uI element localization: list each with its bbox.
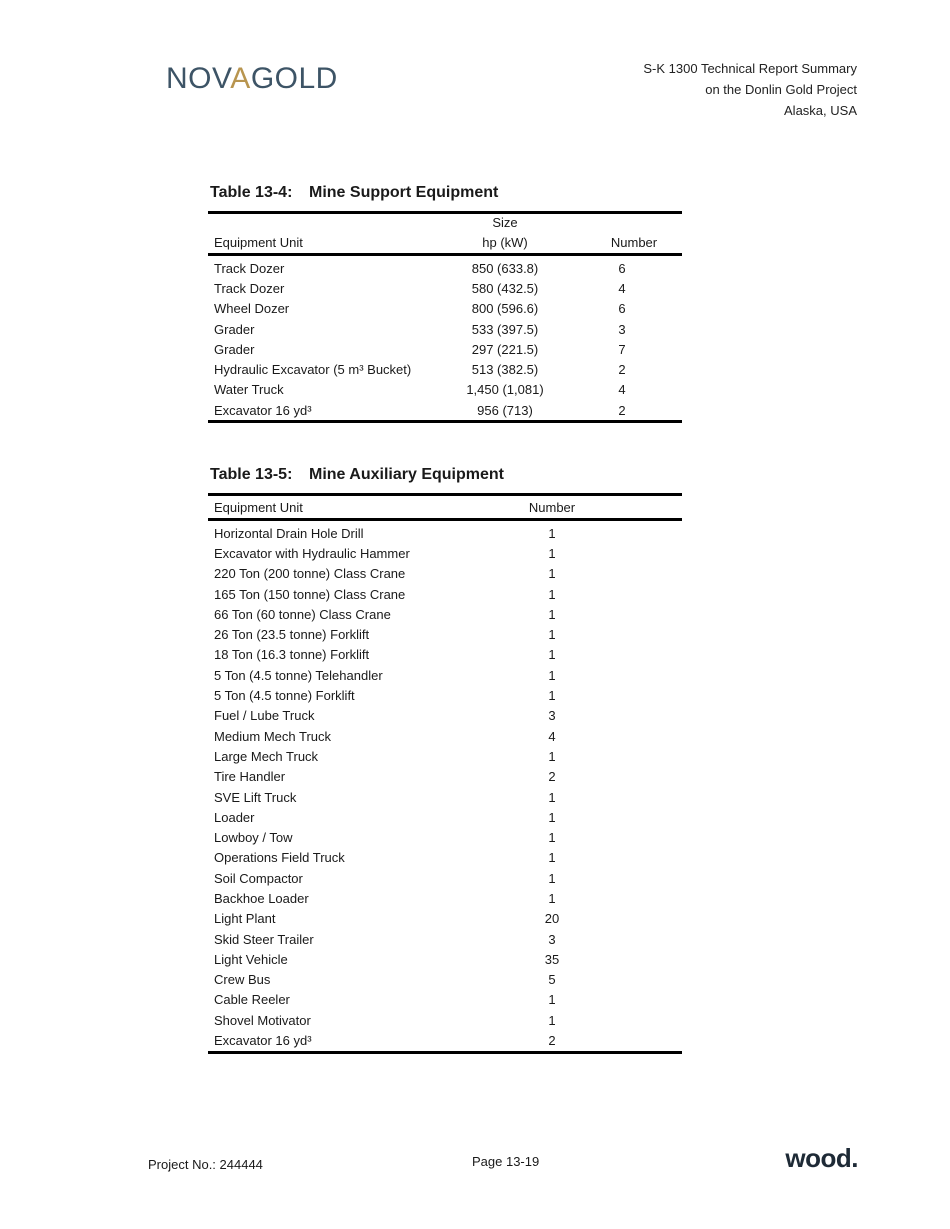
table-row (208, 827, 682, 847)
equipment-unit-cell: Crew Bus (214, 972, 271, 988)
equipment-unit-cell: Medium Mech Truck (214, 728, 332, 744)
table-row (208, 767, 682, 787)
col-equipment-unit: Equipment Unit (214, 235, 303, 250)
table-row (208, 299, 682, 319)
size-cell: 297 (221.5) (471, 341, 539, 357)
table-row (208, 685, 682, 705)
col-number: Number (528, 499, 576, 515)
number-cell: 1 (548, 688, 556, 704)
equipment-unit-cell: Skid Steer Trailer (214, 931, 314, 947)
number-cell: 1 (548, 890, 556, 906)
equipment-unit-cell: Excavator 16 yd³ (214, 402, 312, 418)
table-row (208, 929, 682, 949)
equipment-unit-cell: Loader (214, 809, 255, 825)
number-cell: 3 (618, 321, 626, 337)
report-location-line: Alaska, USA (784, 103, 857, 118)
equipment-unit-cell: Wheel Dozer (214, 301, 290, 317)
equipment-unit-cell: Grader (214, 321, 255, 337)
number-cell: 35 (544, 951, 560, 967)
number-cell: 6 (618, 260, 626, 276)
table-row (208, 339, 682, 359)
number-cell: 4 (618, 382, 626, 398)
equipment-unit-cell: Cable Reeler (214, 992, 290, 1008)
number-cell: 1 (548, 606, 556, 622)
table-row (208, 255, 682, 279)
table-row (208, 1010, 682, 1030)
mine-support-equipment-table (208, 211, 682, 423)
table-13-4-title (210, 184, 498, 202)
table-row (208, 278, 682, 298)
number-cell: 2 (618, 362, 626, 378)
equipment-unit-cell: SVE Lift Truck (214, 789, 297, 805)
number-cell: 1 (548, 1012, 556, 1028)
number-cell: 4 (548, 728, 556, 744)
size-cell: 513 (382.5) (471, 362, 539, 378)
table-row (208, 520, 682, 544)
col-size: Size hp (kW) (482, 215, 528, 250)
table-row (208, 868, 682, 888)
number-cell: 1 (548, 748, 556, 764)
report-project-line: on the Donlin Gold Project (705, 82, 857, 97)
equipment-unit-cell: Operations Field Truck (214, 850, 345, 866)
equipment-unit-cell: Horizontal Drain Hole Drill (214, 525, 364, 541)
number-cell: 1 (548, 870, 556, 886)
number-cell: 1 (548, 809, 556, 825)
table-row (208, 665, 682, 685)
report-header (643, 58, 857, 121)
col-number: Number (610, 235, 658, 250)
size-cell: 533 (397.5) (471, 321, 539, 337)
number-cell: 5 (548, 972, 556, 988)
equipment-unit-cell: Fuel / Lube Truck (214, 708, 315, 724)
equipment-unit-cell: Excavator 16 yd³ (214, 1033, 312, 1049)
table-row (208, 543, 682, 563)
equipment-unit-cell: Tire Handler (214, 769, 286, 785)
equipment-unit-cell: Water Truck (214, 382, 284, 398)
table-row (208, 624, 682, 644)
number-cell: 1 (548, 566, 556, 582)
number-cell: 1 (548, 992, 556, 1008)
table-row (208, 706, 682, 726)
col-equipment-unit: Equipment Unit (214, 499, 303, 515)
table-row (208, 888, 682, 908)
table-13-5-title (210, 466, 504, 484)
equipment-unit-cell: Track Dozer (214, 280, 285, 296)
table-number: Table 13-5: (210, 466, 293, 483)
table-row (208, 400, 682, 422)
equipment-unit-cell: 165 Ton (150 tonne) Class Crane (214, 586, 406, 602)
equipment-unit-cell: 66 Ton (60 tonne) Class Crane (214, 606, 391, 622)
table-row (208, 564, 682, 584)
number-cell: 2 (548, 1033, 556, 1049)
number-cell: 1 (548, 789, 556, 805)
equipment-unit-cell: Hydraulic Excavator (5 m³ Bucket) (214, 362, 412, 378)
table-title: Mine Support Equipment (309, 184, 499, 201)
equipment-unit-cell: Track Dozer (214, 260, 285, 276)
equipment-unit-cell: Excavator with Hydraulic Hammer (214, 545, 410, 561)
table-row (208, 380, 682, 400)
number-cell: 3 (548, 708, 556, 724)
equipment-unit-cell: 18 Ton (16.3 tonne) Forklift (214, 647, 370, 663)
table-row (208, 848, 682, 868)
novagold-logo: NOVAGOLD (166, 62, 338, 95)
number-cell: 3 (548, 931, 556, 947)
number-cell: 7 (618, 341, 626, 357)
table-row (208, 584, 682, 604)
table-row (208, 604, 682, 624)
equipment-unit-cell: Shovel Motivator (214, 1012, 311, 1028)
wood-logo: wood. (785, 1143, 858, 1173)
table-row (208, 726, 682, 746)
number-cell: 1 (548, 545, 556, 561)
size-cell: 850 (633.8) (471, 260, 539, 276)
page-number: Page 13-19 (472, 1154, 540, 1169)
table-row (208, 1030, 682, 1052)
number-cell: 1 (548, 830, 556, 846)
equipment-unit-cell: 5 Ton (4.5 tonne) Forklift (214, 688, 355, 704)
number-cell: 20 (544, 911, 560, 927)
number-cell: 1 (548, 850, 556, 866)
table-row (208, 990, 682, 1010)
number-cell: 2 (548, 769, 556, 785)
table-row (208, 359, 682, 379)
size-cell: 800 (596.6) (471, 301, 539, 317)
equipment-unit-cell: Large Mech Truck (214, 748, 319, 764)
table-row (208, 970, 682, 990)
table-row (208, 645, 682, 665)
table-row (208, 746, 682, 766)
size-cell: 1,450 (1,081) (466, 382, 544, 398)
table-title: Mine Auxiliary Equipment (309, 466, 504, 483)
number-cell: 1 (548, 667, 556, 683)
equipment-unit-cell: Soil Compactor (214, 870, 303, 886)
table-number: Table 13-4: (210, 184, 293, 201)
mine-auxiliary-equipment-table (208, 493, 682, 1054)
equipment-unit-cell: Backhoe Loader (214, 890, 309, 906)
table-row (208, 787, 682, 807)
table-row (208, 949, 682, 969)
equipment-unit-cell: Light Vehicle (214, 951, 288, 967)
number-cell: 1 (548, 525, 556, 541)
size-cell: 956 (713) (477, 402, 533, 418)
equipment-unit-cell: Light Plant (214, 911, 276, 927)
number-cell: 1 (548, 647, 556, 663)
number-cell: 2 (618, 402, 626, 418)
table-row (208, 807, 682, 827)
number-cell: 1 (548, 627, 556, 643)
number-cell: 1 (548, 586, 556, 602)
project-number: Project No.: 244444 (148, 1157, 263, 1172)
table-row (208, 319, 682, 339)
equipment-unit-cell: Lowboy / Tow (214, 830, 293, 846)
report-title-line: S-K 1300 Technical Report Summary (643, 61, 857, 76)
equipment-unit-cell: 26 Ton (23.5 tonne) Forklift (214, 627, 370, 643)
table-row (208, 909, 682, 929)
equipment-unit-cell: 220 Ton (200 tonne) Class Crane (214, 566, 406, 582)
equipment-unit-cell: Grader (214, 341, 255, 357)
number-cell: 6 (618, 301, 626, 317)
number-cell: 4 (618, 280, 626, 296)
size-cell: 580 (432.5) (471, 280, 539, 296)
equipment-unit-cell: 5 Ton (4.5 tonne) Telehandler (214, 667, 383, 683)
